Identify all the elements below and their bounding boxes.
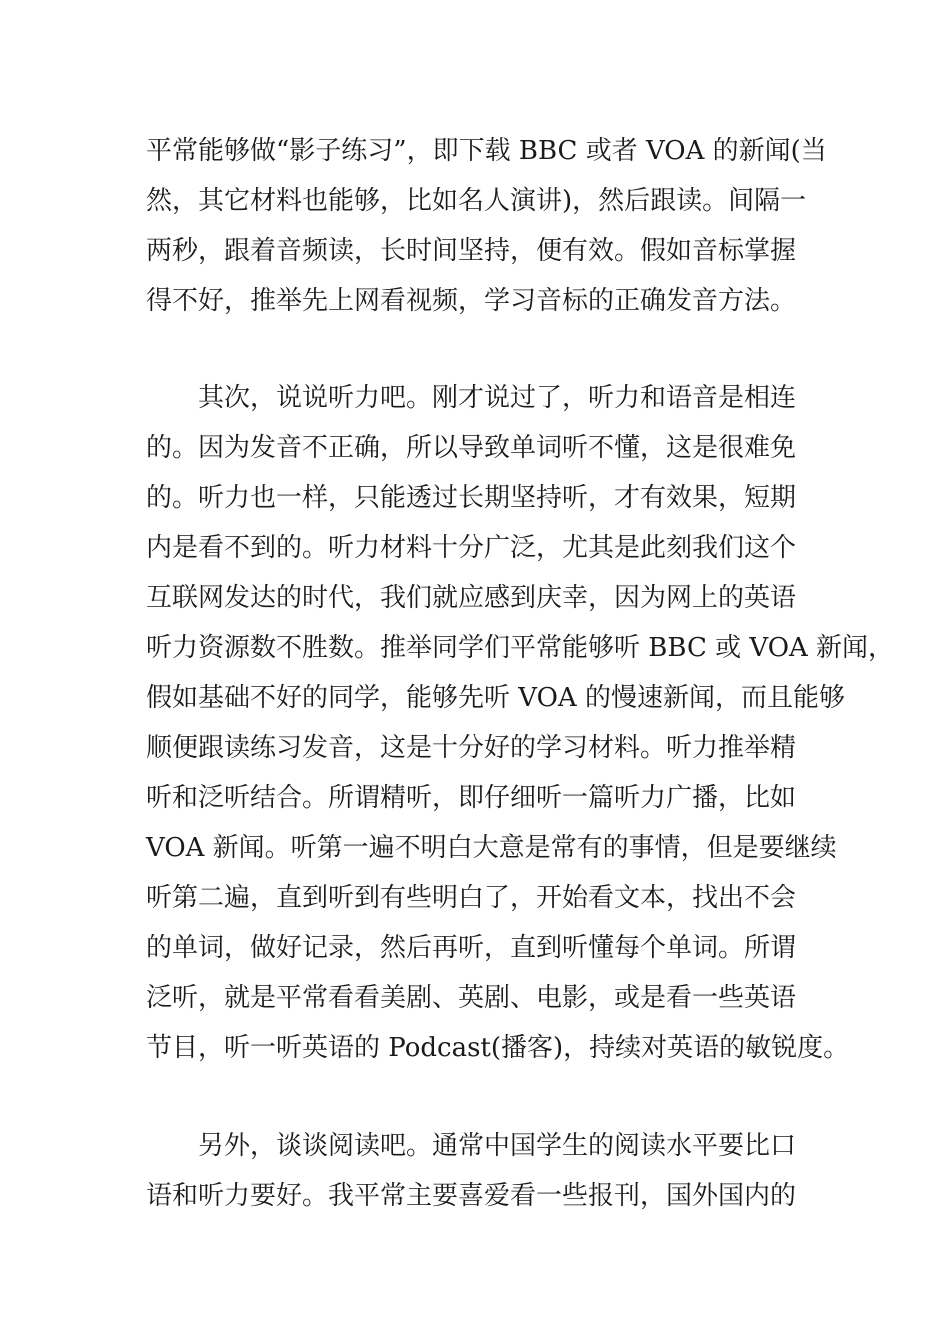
- text-line: 听力资源数不胜数。推举同学们平常能够听 BBC 或 VOA 新闻，: [146, 633, 895, 663]
- text-line: 泛听，就是平常看看美剧、英剧、电影，或是看一些英语: [146, 983, 797, 1013]
- text-line: 另外，谈谈阅读吧。通常中国学生的阅读水平要比口: [198, 1131, 797, 1161]
- text-line: 内是看不到的。听力材料十分广泛，尤其是此刻我们这个: [146, 533, 797, 563]
- text-line: 互联网发达的时代，我们就应感到庆幸，因为网上的英语: [146, 583, 797, 613]
- text-line: 其次，说说听力吧。刚才说过了，听力和语音是相连: [198, 383, 797, 413]
- text-line: 的。听力也一样，只能透过长期坚持听，才有效果，短期: [146, 483, 797, 513]
- text-line: 假如基础不好的同学，能够先听 VOA 的慢速新闻，而且能够: [146, 683, 845, 713]
- text-line: 然，其它材料也能够，比如名人演讲)，然后跟读。间隔一: [146, 186, 807, 216]
- text-line: 的。因为发音不正确，所以导致单词听不懂，这是很难免: [146, 433, 797, 463]
- text-line: 节目，听一听英语的 Podcast(播客)，持续对英语的敏锐度。: [146, 1033, 850, 1063]
- text-line: 两秒，跟着音频读，长时间坚持，便有效。假如音标掌握: [146, 236, 797, 266]
- text-line: 语和听力要好。我平常主要喜爱看一些报刊，国外国内的: [146, 1181, 797, 1211]
- text-line: 得不好，推举先上网看视频，学习音标的正确发音方法。: [146, 286, 797, 316]
- text-line: 的单词，做好记录，然后再听，直到听懂每个单词。所谓: [146, 933, 797, 963]
- text-line: 听第二遍，直到听到有些明白了，开始看文本，找出不会: [146, 883, 797, 913]
- text-line: 顺便跟读练习发音，这是十分好的学习材料。听力推举精: [146, 733, 797, 763]
- text-line: 听和泛听结合。所谓精听，即仔细听一篇听力广播，比如: [146, 783, 797, 813]
- text-line: 平常能够做“影子练习”，即下载 BBC 或者 VOA 的新闻(当: [146, 136, 827, 166]
- text-line: VOA 新闻。听第一遍不明白大意是常有的事情，但是要继续: [146, 833, 837, 863]
